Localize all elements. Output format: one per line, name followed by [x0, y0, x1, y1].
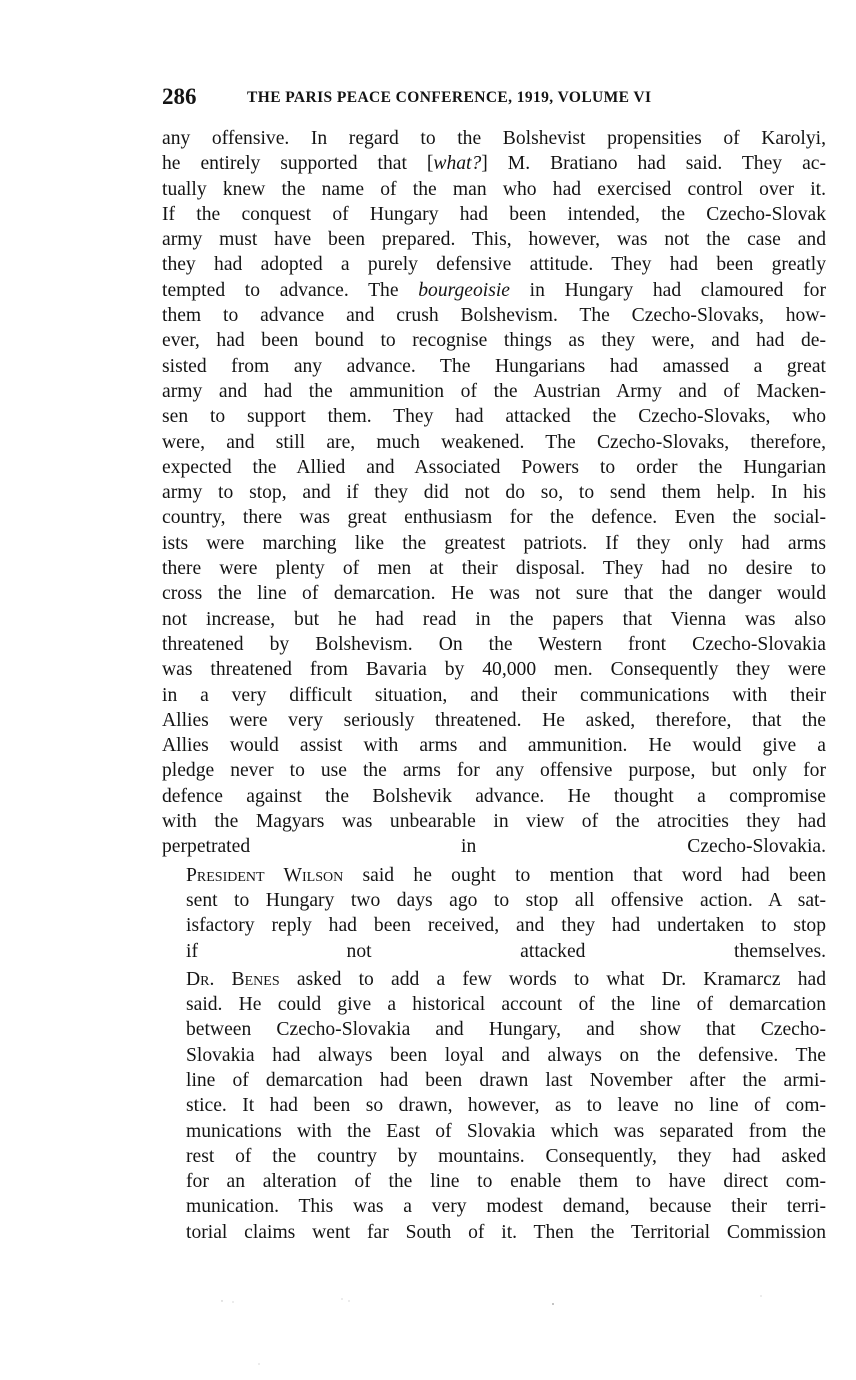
text-line: munications with the East of Slovakia which was separated from the [186, 1120, 826, 1142]
text-line: country, there was great enthusiasm for the defence. Even the social- [162, 507, 826, 529]
text-line: cross the line of demarcation. He was not sure that the danger would [162, 583, 826, 605]
text-line: if not attacked themselves. [186, 940, 826, 962]
text-line: in a very difficult situation, and their communications with their [162, 684, 826, 706]
text-line: army must have been prepared. This, however, was not the case and [162, 229, 826, 251]
text-line: he entirely supported that [what?] M. Bratiano had said. They ac- [162, 153, 826, 175]
text-line: sent to Hungary two days ago to stop all offensive action. A sat- [186, 889, 826, 911]
text-line: said. He could give a historical account of the line of demarcation [186, 994, 826, 1016]
speaker-name: Dr. Benes [186, 968, 280, 990]
text-line: army and had the ammunition of the Austrian Army and of Macken- [162, 380, 826, 402]
text-line: ever, had been bound to recognise things as they were, and had de- [162, 330, 826, 352]
text-line: army to stop, and if they did not do so, to send them help. In his [162, 482, 826, 504]
text-line: said he ought to mention that word had been [362, 864, 826, 886]
text-line: were, and still are, much weakened. The Czecho-Slovaks, therefore, [162, 431, 826, 453]
text-line: isfactory reply had been received, and they had undertaken to stop [186, 915, 826, 937]
text-line: expected the Allied and Associated Powers to order the Hungarian [162, 456, 826, 478]
text-line: rest of the country by mountains. Consequently, they had asked [186, 1145, 826, 1167]
text-line: If the conquest of Hungary had been intended, the Czecho-Slovak [162, 203, 826, 225]
text-line: tually knew the name of the man who had exercised control over it. [162, 178, 826, 200]
text-line: perpetrated in Czecho-Slovakia. [162, 836, 826, 858]
text-line: there were plenty of men at their disposal. They had no desire to [162, 558, 826, 580]
text-line: stice. It had been so drawn, however, as to leave no line of com- [186, 1095, 826, 1117]
text-line: was threatened from Bavaria by 40,000 men. Consequently they were [162, 659, 826, 681]
text-line: defence against the Bolshevik advance. He thought a compromise [162, 785, 826, 807]
text-line: between Czecho-Slovakia and Hungary, and show that Czecho- [186, 1019, 826, 1041]
text-line: line of demarcation had been drawn last November after the armi- [186, 1069, 826, 1091]
emphasis-italic: bourgeoisie [418, 279, 511, 301]
text-line: torial claims went far South of it. Then the Territorial Commission [186, 1221, 826, 1243]
text-line: not increase, but he had read in the papers that Vienna was also [162, 608, 826, 630]
text-line: them to advance and crush Bolshevism. The Czecho-Slovaks, how- [162, 305, 826, 327]
text-line: sen to support them. They had attacked the Czecho-Slovaks, who [162, 406, 826, 428]
page-number: 286 [162, 84, 197, 109]
text-line: they had adopted a purely defensive attitude. They had been greatly [162, 254, 826, 276]
text-line: pledge never to use the arms for any offensive purpose, but only for [162, 760, 826, 782]
text-line: tempted to advance. The bourgeoisie in Hungary had clamoured for [162, 279, 826, 301]
text-line: threatened by Bolshevism. On the Western front Czecho-Slovakia [162, 633, 826, 655]
text-line: munication. This was a very modest demand, because their terri- [186, 1196, 826, 1218]
text-line: asked to add a few words to what Dr. Kramarcz had [296, 968, 827, 990]
text-line: with the Magyars was unbearable in view of the atrocities they had [162, 811, 826, 833]
running-title: THE PARIS PEACE CONFERENCE, 1919, VOLUME VI [247, 89, 652, 106]
text-line: sisted from any advance. The Hungarians had amassed a great [162, 355, 826, 377]
text-line: for an alteration of the line to enable them to have direct com- [186, 1171, 826, 1193]
speaker-name: President Wilson [186, 864, 344, 886]
text-line: Allies were very seriously threatened. He asked, therefore, that the [162, 709, 826, 731]
text-line: any offensive. In regard to the Bolshevist propensities of Karolyi, [162, 128, 826, 149]
emphasis-italic: what? [433, 153, 482, 175]
text-line: Slovakia had always been loyal and always on the defensive. The [186, 1044, 826, 1066]
text-line: Allies would assist with arms and ammunition. He would give a [162, 735, 826, 757]
text-line: ists were marching like the greatest patriots. If they only had arms [162, 532, 826, 554]
